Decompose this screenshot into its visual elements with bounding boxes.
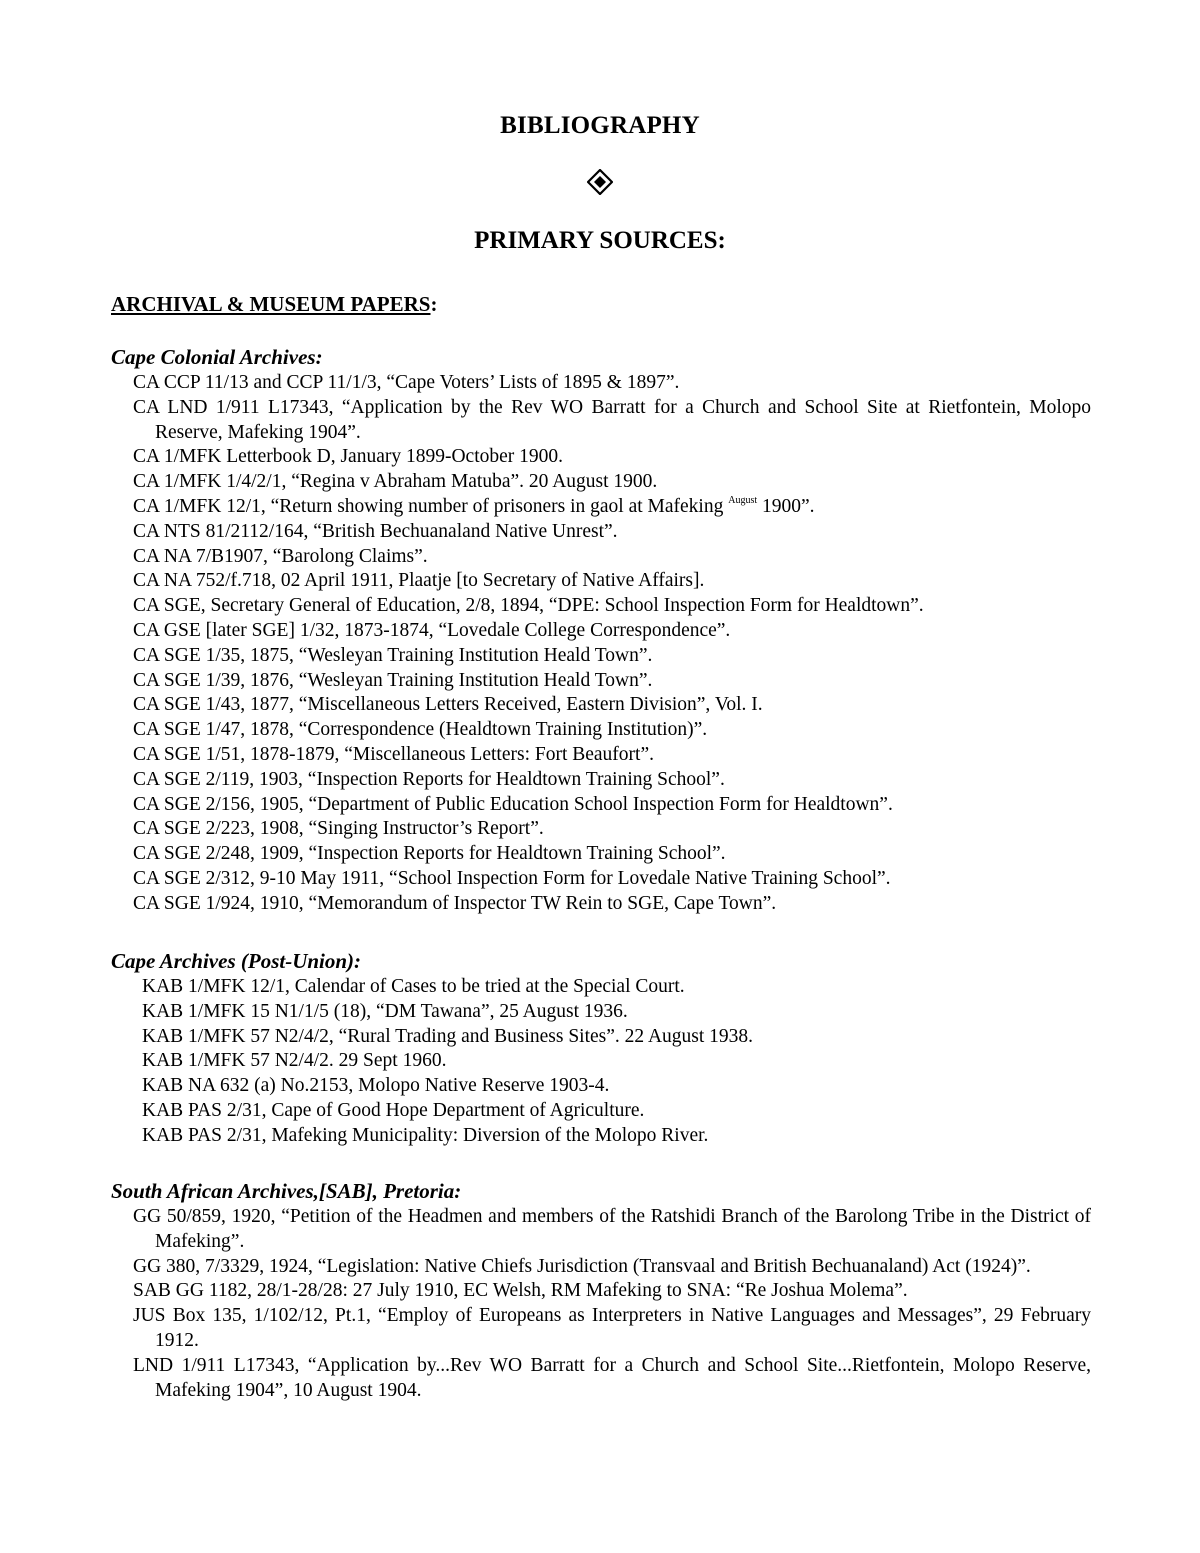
bibliography-entry: CA NA 7/B1907, “Barolong Claims”.: [133, 545, 428, 567]
entry-list: [111, 371, 1091, 917]
bibliography-entry: CA SGE 1/47, 1878, “Correspondence (Healdtown Training Institution)”.: [133, 719, 708, 741]
bibliography-entry: CA SGE 2/248, 1909, “Inspection Reports for Healdtown Training School”.: [133, 843, 726, 865]
bibliography-entry: [111, 495, 1091, 520]
bibliography-entry: GG 380, 7/3329, 1924, “Legislation: Native Chiefs Jurisdiction (Transvaal and British Bechuanaland) Act (1924)”.: [133, 1255, 1031, 1277]
bibliography-entry: KAB 1/MFK 12/1, Calendar of Cases to be tried at the Special Court.: [142, 976, 685, 997]
bibliography-entry: CA SGE 1/43, 1877, “Miscellaneous Letters Received, Eastern Division”, Vol. I.: [133, 694, 763, 716]
bibliography-entry: CA SGE 1/51, 1878-1879, “Miscellaneous Letters: Fort Beaufort”.: [133, 743, 654, 765]
bibliography-entry: CA SGE 2/156, 1905, “Department of Public Education School Inspection Form for Healdtown”.: [133, 793, 893, 815]
bibliography-entry: LND 1/911 L17343, “Application by...Rev WO Barratt for a Church and School Site...Rietfontein, Molopo Reserve, Mafeking 1904”, 10 August 1904.: [133, 1354, 1091, 1401]
group-south-african-archives: [111, 1178, 1091, 1403]
bibliography-entry: SAB GG 1182, 28/1-28/28: 27 July 1910, EC Welsh, RM Mafeking to SNA: “Re Joshua Molema”.: [133, 1280, 908, 1302]
group-cape-archives-post-union: [111, 948, 1091, 1149]
section-heading-text: ARCHIVAL & MUSEUM PAPERS: [111, 292, 431, 316]
group-title: Cape Colonial Archives:: [111, 345, 323, 369]
section-heading: [111, 292, 438, 317]
section-heading-colon: :: [430, 292, 438, 316]
bibliography-entry: CA CCP 11/13 and CCP 11/1/3, “Cape Voters’ Lists of 1895 & 1897”.: [133, 372, 680, 393]
bibliography-entry: KAB 1/MFK 15 N1/1/5 (18), “DM Tawana”, 25 August 1936.: [142, 1000, 628, 1022]
bibliography-entry: CA 1/MFK 1/4/2/1, “Regina v Abraham Matuba”. 20 August 1900.: [133, 471, 658, 493]
bibliography-entry: CA SGE 2/119, 1903, “Inspection Reports for Healdtown Training School”.: [133, 768, 725, 790]
entry-list: [111, 975, 1091, 1149]
bibliography-entry: KAB 1/MFK 57 N2/4/2, “Rural Trading and Business Sites”. 22 August 1938.: [142, 1025, 754, 1047]
bibliography-entry: CA SGE 2/312, 9-10 May 1911, “School Inspection Form for Lovedale Native Training School”.: [133, 867, 891, 889]
superscript-note: August: [728, 494, 758, 506]
group-title: South African Archives,[SAB], Pretoria:: [111, 1179, 462, 1203]
bibliography-entry: CA LND 1/911 L17343, “Application by the Rev WO Barratt for a Church and School Site at Rietfontein, Molopo Reserve, Mafeking 1904”.: [133, 396, 1091, 443]
group-title: Cape Archives (Post-Union):: [111, 949, 362, 973]
bibliography-entry: KAB PAS 2/31, Mafeking Municipality: Diversion of the Molopo River.: [142, 1124, 709, 1146]
bibliography-entry: CA SGE 1/35, 1875, “Wesleyan Training Institution Heald Town”.: [133, 644, 653, 666]
bibliography-entry: CA 1/MFK Letterbook D, January 1899-October 1900.: [133, 446, 564, 468]
bibliography-entry: JUS Box 135, 1/102/12, Pt.1, “Employ of Europeans as Interpreters in Native Languages and Messages”, 29 February 1912.: [133, 1305, 1091, 1351]
bibliography-entry: CA NTS 81/2112/164, “British Bechuanaland Native Unrest”.: [133, 520, 618, 542]
diamond-ornament-icon: [0, 169, 1200, 195]
page-subtitle: PRIMARY SOURCES:: [474, 227, 726, 254]
bibliography-entry: CA SGE, Secretary General of Education, 2/8, 1894, “DPE: School Inspection Form for Healdtown”.: [133, 595, 924, 617]
bibliography-entry: CA NA 752/f.718, 02 April 1911, Plaatje [to Secretary of Native Affairs].: [133, 570, 705, 592]
bibliography-entry: KAB NA 632 (a) No.2153, Molopo Native Reserve 1903-4.: [142, 1075, 610, 1097]
entry-text-tail: 1900”.: [757, 495, 815, 517]
group-cape-colonial-archives: [111, 344, 1091, 917]
bibliography-entry: GG 50/859, 1920, “Petition of the Headmen and members of the Ratshidi Branch of the Barolong Tribe in the District of Mafeking”.: [133, 1206, 1091, 1252]
bibliography-entry: CA GSE [later SGE] 1/32, 1873-1874, “Lovedale College Correspondence”.: [133, 619, 731, 641]
bibliography-entry: CA SGE 1/39, 1876, “Wesleyan Training Institution Heald Town”.: [133, 669, 653, 691]
page-title: BIBLIOGRAPHY: [500, 112, 700, 139]
bibliography-entry: CA SGE 1/924, 1910, “Memorandum of Inspector TW Rein to SGE, Cape Town”.: [133, 892, 777, 914]
entry-text: CA 1/MFK 12/1, “Return showing number of prisoners in gaol at Mafeking: [133, 495, 724, 517]
bibliography-entry: CA SGE 2/223, 1908, “Singing Instructor’s Report”.: [133, 818, 544, 840]
bibliography-entry: KAB 1/MFK 57 N2/4/2. 29 Sept 1960.: [142, 1050, 447, 1072]
entry-list: [111, 1205, 1091, 1403]
bibliography-entry: KAB PAS 2/31, Cape of Good Hope Department of Agriculture.: [142, 1099, 645, 1121]
